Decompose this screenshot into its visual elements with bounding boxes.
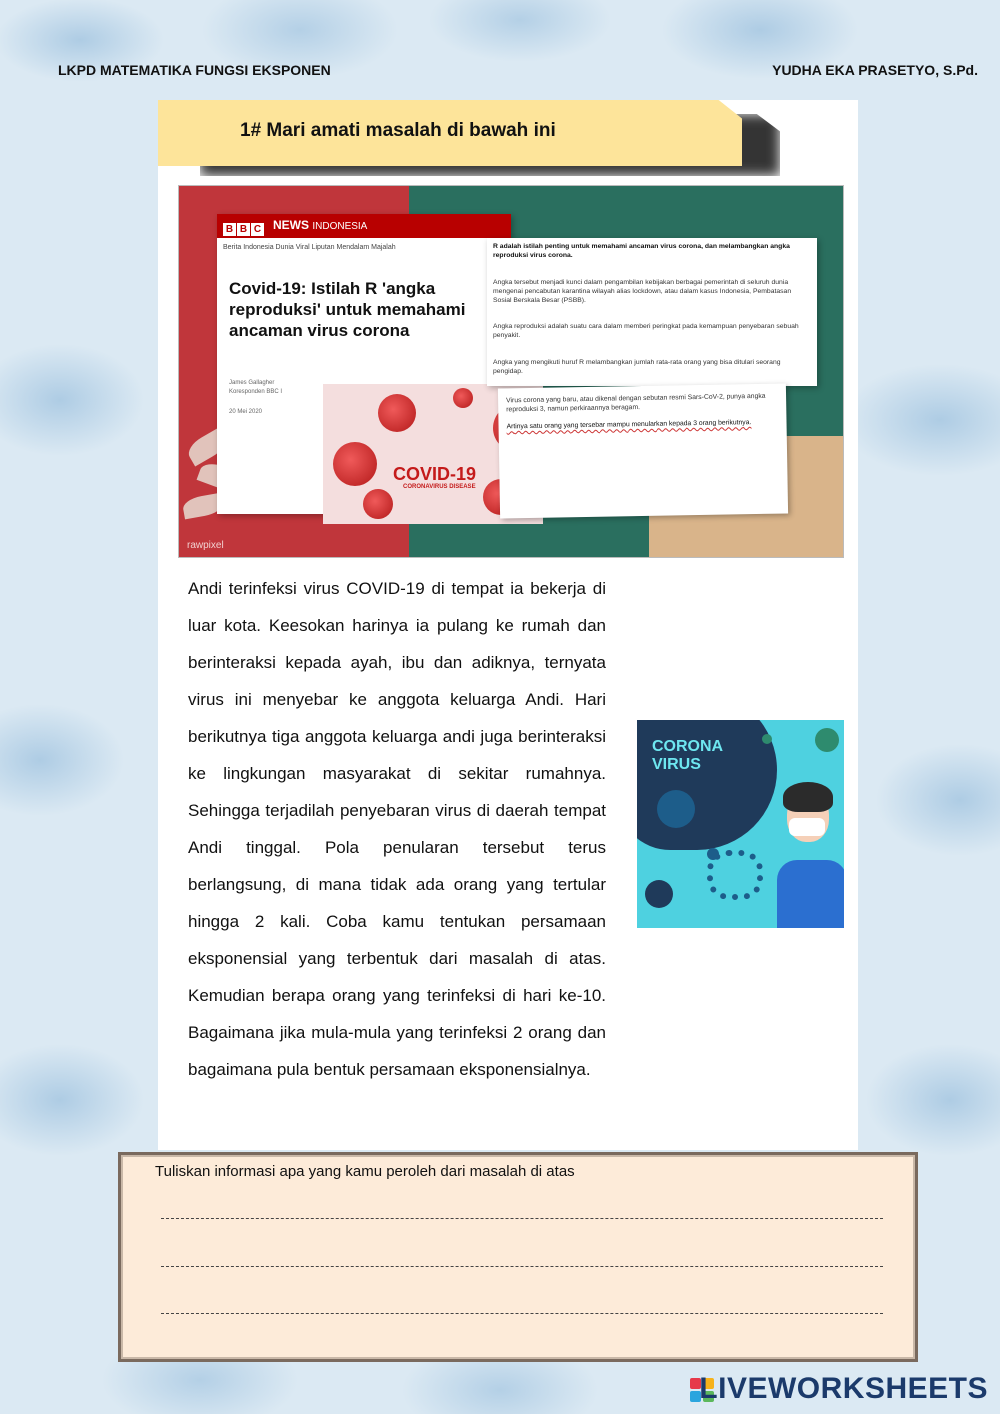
answer-line-1[interactable] (161, 1218, 883, 1219)
section-title: 1# Mari amati masalah di bawah ini (240, 120, 556, 141)
liveworksheets-brand[interactable]: LIVEWORKSHEETS (699, 1372, 988, 1405)
news-image (178, 185, 844, 558)
news-text-card (487, 238, 817, 386)
virus-icon (815, 728, 839, 752)
image-watermark: rawpixel (187, 540, 224, 551)
answer-box (118, 1152, 918, 1362)
worksheet-author: YUDHA EKA PRASETYO, S.Pd. (772, 62, 978, 78)
news-paragraph: Virus corona yang baru, atau dikenal dengan sebutan resmi Sars-CoV-2, punya angka reproduksi 3, namun perkiraannya beragam. (506, 392, 766, 414)
virus-icon (645, 880, 673, 908)
answer-line-2[interactable] (161, 1266, 883, 1267)
illustration-title: CORONA VIRUS (652, 738, 724, 773)
news-paragraph: Angka reproduksi adalah suatu cara dalam memberi peringkat pada kemampuan penyebaran sebuah penyakit. (493, 323, 799, 339)
face-mask-icon (789, 818, 825, 836)
person-body (777, 860, 844, 928)
virus-particle-icon (363, 489, 393, 519)
virus-icon (707, 848, 719, 860)
corona-virus-illustration (637, 720, 844, 928)
bbc-news-label: NEWS INDONESIA (273, 218, 368, 232)
news-paragraph: R adalah istilah penting untuk memahami ancaman virus corona, dan melambangkan angka reproduksi virus corona. (493, 243, 790, 259)
news-paragraph: Angka tersebut menjadi kunci dalam pengambilan kebijakan berbagai pemerintah di seluruh dunia mengenai pencabutan karantina wilayah alias lockdown, atau dalam kasus Indonesia, Pembatasan Sosial Berskala Besar (PSBB). (493, 279, 792, 304)
news-text-card-2 (498, 383, 788, 518)
news-paragraph: Artinya satu orang yang tersebar mampu menularkan kepada 3 orang berikutnya. (506, 419, 752, 431)
person-hair (783, 782, 833, 812)
bbc-nav: Berita Indonesia Dunia Viral Liputan Mendalam Majalah (223, 244, 396, 251)
virus-icon (762, 734, 772, 744)
news-byline: James Gallagher Koresponden BBC I (229, 380, 283, 395)
news-headline: Covid-19: Istilah R 'angka reproduksi' untuk memahami ancaman virus corona (229, 279, 466, 340)
problem-story: Andi terinfeksi virus COVID-19 di tempat ia bekerja di luar kota. Keesokan harinya ia pulang ke rumah dan berinteraksi kepada ayah, ibu dan adiknya, ternyata virus ini menyebar ke anggota keluarga Andi. Hari berikutnya tiga anggota keluarga andi juga berinteraksi ke lingkungan masyarakat di sekitar rumahnya. Sehingga terjadilah penyebaran virus di daerah tempat Andi tinggal. Pola penularan tersebut terus berlangsung, di mana tidak ada orang yang tertular hingga 2 kali. Coba kamu tentukan persamaan eksponensial yang terbentuk dari masalah di atas. Kemudian berapa orang yang terinfeksi di hari ke-10. Bagaimana jika mula-mula yang terinfeksi 2 orang dan bagaimana pula bentuk persamaan eksponensialnya. (188, 579, 606, 1079)
virus-particle-icon (333, 442, 377, 486)
bbc-header-bar (217, 214, 511, 238)
news-paragraph: Angka yang mengikuti huruf R melambangkan jumlah rata-rata orang yang bisa ditulari seorang pengidap. (493, 359, 781, 375)
worksheet-subject: LKPD MATEMATIKA FUNGSI EKSPONEN (58, 62, 331, 78)
bbc-logo: B B C (223, 219, 265, 237)
answer-prompt: Tuliskan informasi apa yang kamu peroleh dari masalah di atas (155, 1163, 575, 1180)
virus-particle-icon (378, 394, 416, 432)
covid-label: COVID-19 (393, 464, 477, 484)
news-date: 20 Mei 2020 (229, 409, 263, 415)
virus-particle-icon (453, 388, 473, 408)
covid-sublabel: CORONAVIRUS DISEASE (403, 484, 476, 490)
news-article-card (217, 214, 511, 514)
virus-icon (657, 790, 695, 828)
answer-line-3[interactable] (161, 1313, 883, 1314)
